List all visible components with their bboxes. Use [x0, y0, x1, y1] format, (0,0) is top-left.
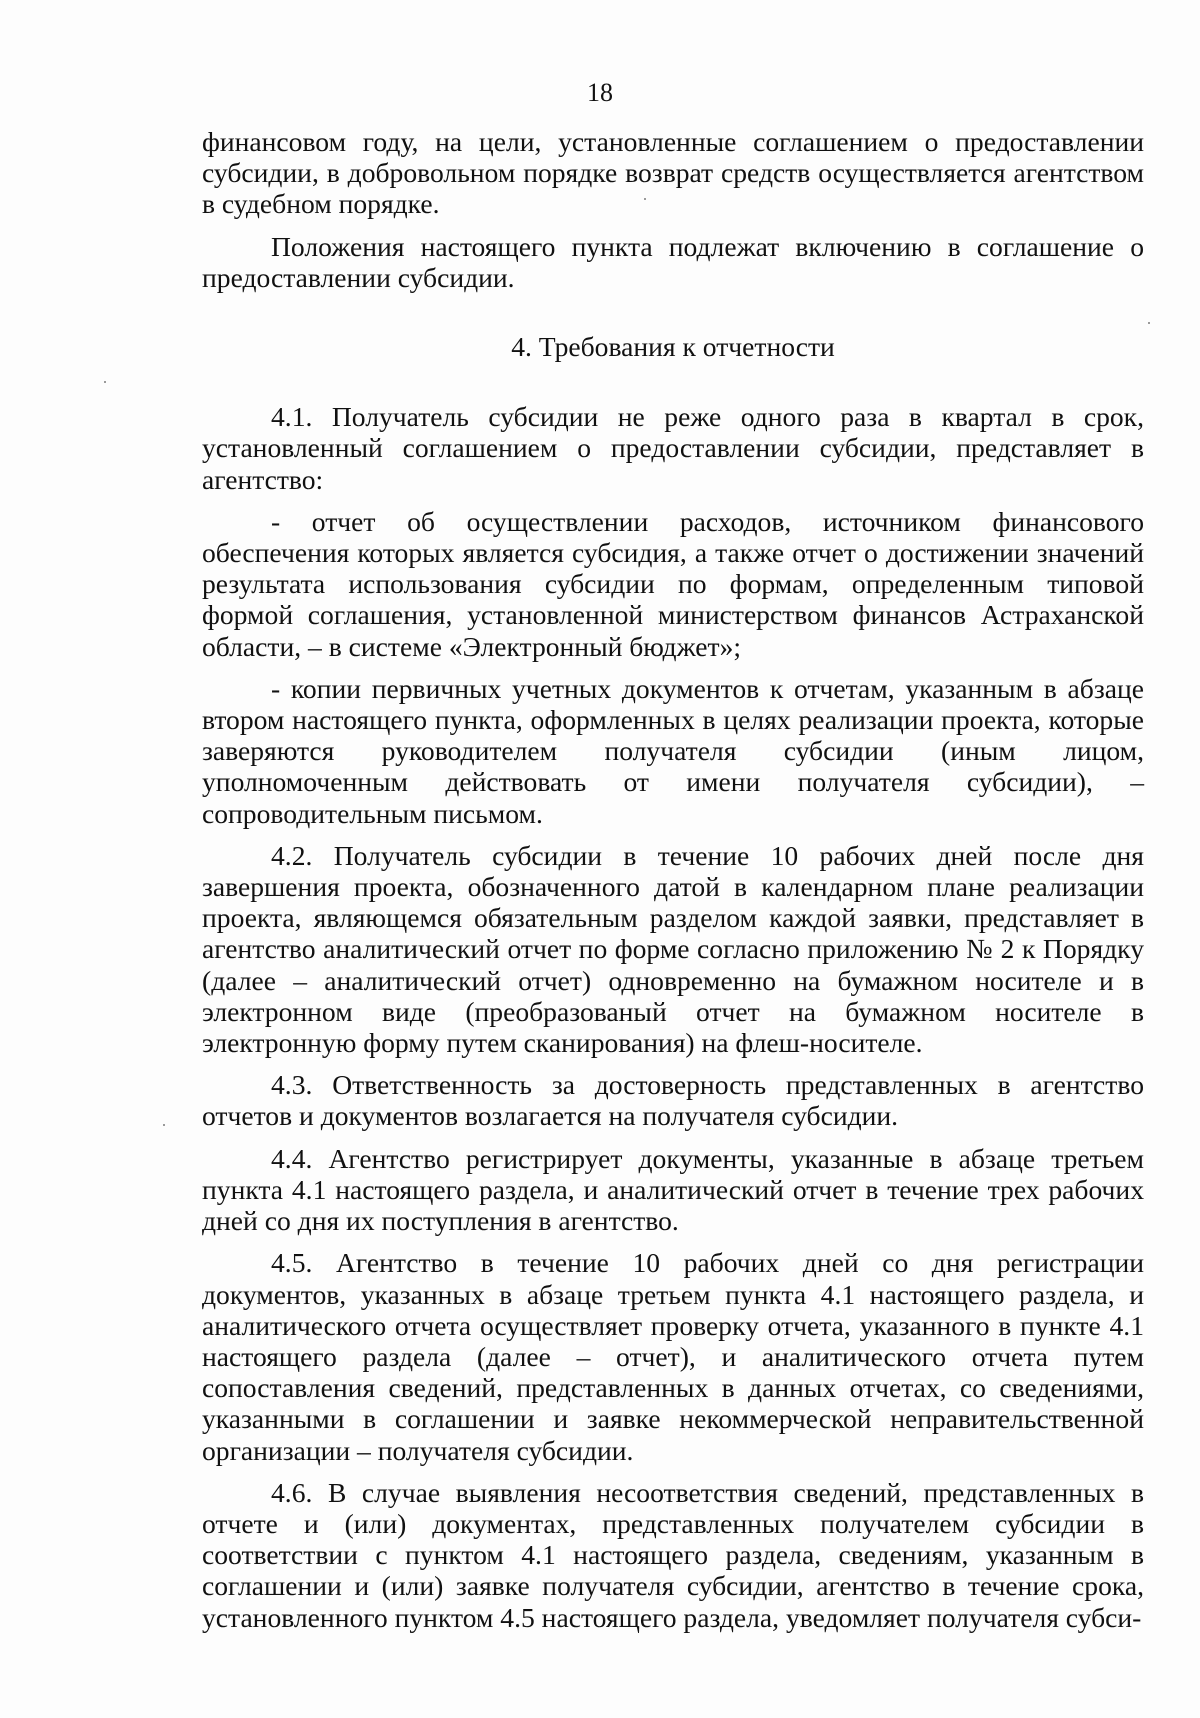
paragraph-4-5: 4.5. Агентство в течение 10 рабочих дней со дня регистрации документов, указанных в абзаце третьем пункта 4.1 настоящего раздела, и аналитического отчета осуществляет проверку отчета, указанного в пункте 4.1 настоящего раздела (далее – отчет), и аналитического отчета путем сопоставления сведений, представленных в данных отчетах, со сведениями, указанными в соглашении и заявке некоммерческой неправительственной организации – получателя субсидии. [202, 1247, 1144, 1466]
scan-speck [163, 1124, 165, 1126]
list-item-report-expenses: - отчет об осуществлении расходов, источником финансового обеспечения которых является субсидия, а также отчет о достижении значений результата использования субсидии по формам, определенным типовой формой соглашения, установленной министерством финансов Астраханской области, – в системе «Электронный бюджет»; [202, 505, 1144, 662]
scan-speck [1148, 322, 1150, 324]
scan-speck [644, 198, 646, 200]
paragraph-4-3: 4.3. Ответственность за достоверность представленных в агентство отчетов и документов возлагается на получателя субсидии. [202, 1069, 1144, 1132]
paragraph-4-6: 4.6. В случае выявления несоответствия сведений, представленных в отчете и (или) документах, представленных получателем субсидии в соответствии с пунктом 4.1 настоящего раздела, сведениям, указанным в соглашении и (или) заявке получателя субсидии, агентство в течение срока, установленного пунктом 4.5 настоящего раздела, уведомляет получателя субси- [202, 1476, 1144, 1633]
scan-speck [104, 381, 106, 383]
document-body [202, 126, 1144, 1633]
paragraph-4-2: 4.2. Получатель субсидии в течение 10 рабочих дней после дня завершения проекта, обозначенного датой в календарном плане реализации проекта, являющемся обязательным разделом каждой заявки, представляет в агентство аналитический отчет по форме согласно приложению № 2 к Порядку (далее – аналитический отчет) одновременно на бумажном носителе и в электронном виде (преобразованый отчет на бумажном носителе в электронную форму путем сканирования) на флеш-носителе. [202, 839, 1144, 1059]
paragraph-continuation: финансовом году, на цели, установленные соглашением о предоставлении субсидии, в добровольном порядке возврат средств осуществляется агентством в судебном порядке. [202, 126, 1144, 220]
page-number: 18 [587, 78, 613, 107]
paragraph-4-1: 4.1. Получатель субсидии не реже одного раза в квартал в срок, установленный соглашением о предоставлении субсидии, представляет в агентство: [202, 401, 1144, 495]
list-item-primary-documents: - копии первичных учетных документов к отчетам, указанным в абзаце втором настоящего пункта, оформленных в целях реализации проекта, которые заверяются руководителем получателя субсидии (иным лицом, уполномоченным действовать от имени получателя субсидии), – сопроводительным письмом. [202, 672, 1144, 829]
paragraph-provisions: Положения настоящего пункта подлежат включению в соглашение о предоставлении субсидии. [202, 230, 1144, 293]
paragraph-4-4: 4.4. Агентство регистрирует документы, указанные в абзаце третьем пункта 4.1 настоящего раздела, и аналитический отчет в течение трех рабочих дней со дня их поступления в агентство. [202, 1142, 1144, 1237]
section-heading: 4. Требования к отчетности [511, 331, 835, 363]
